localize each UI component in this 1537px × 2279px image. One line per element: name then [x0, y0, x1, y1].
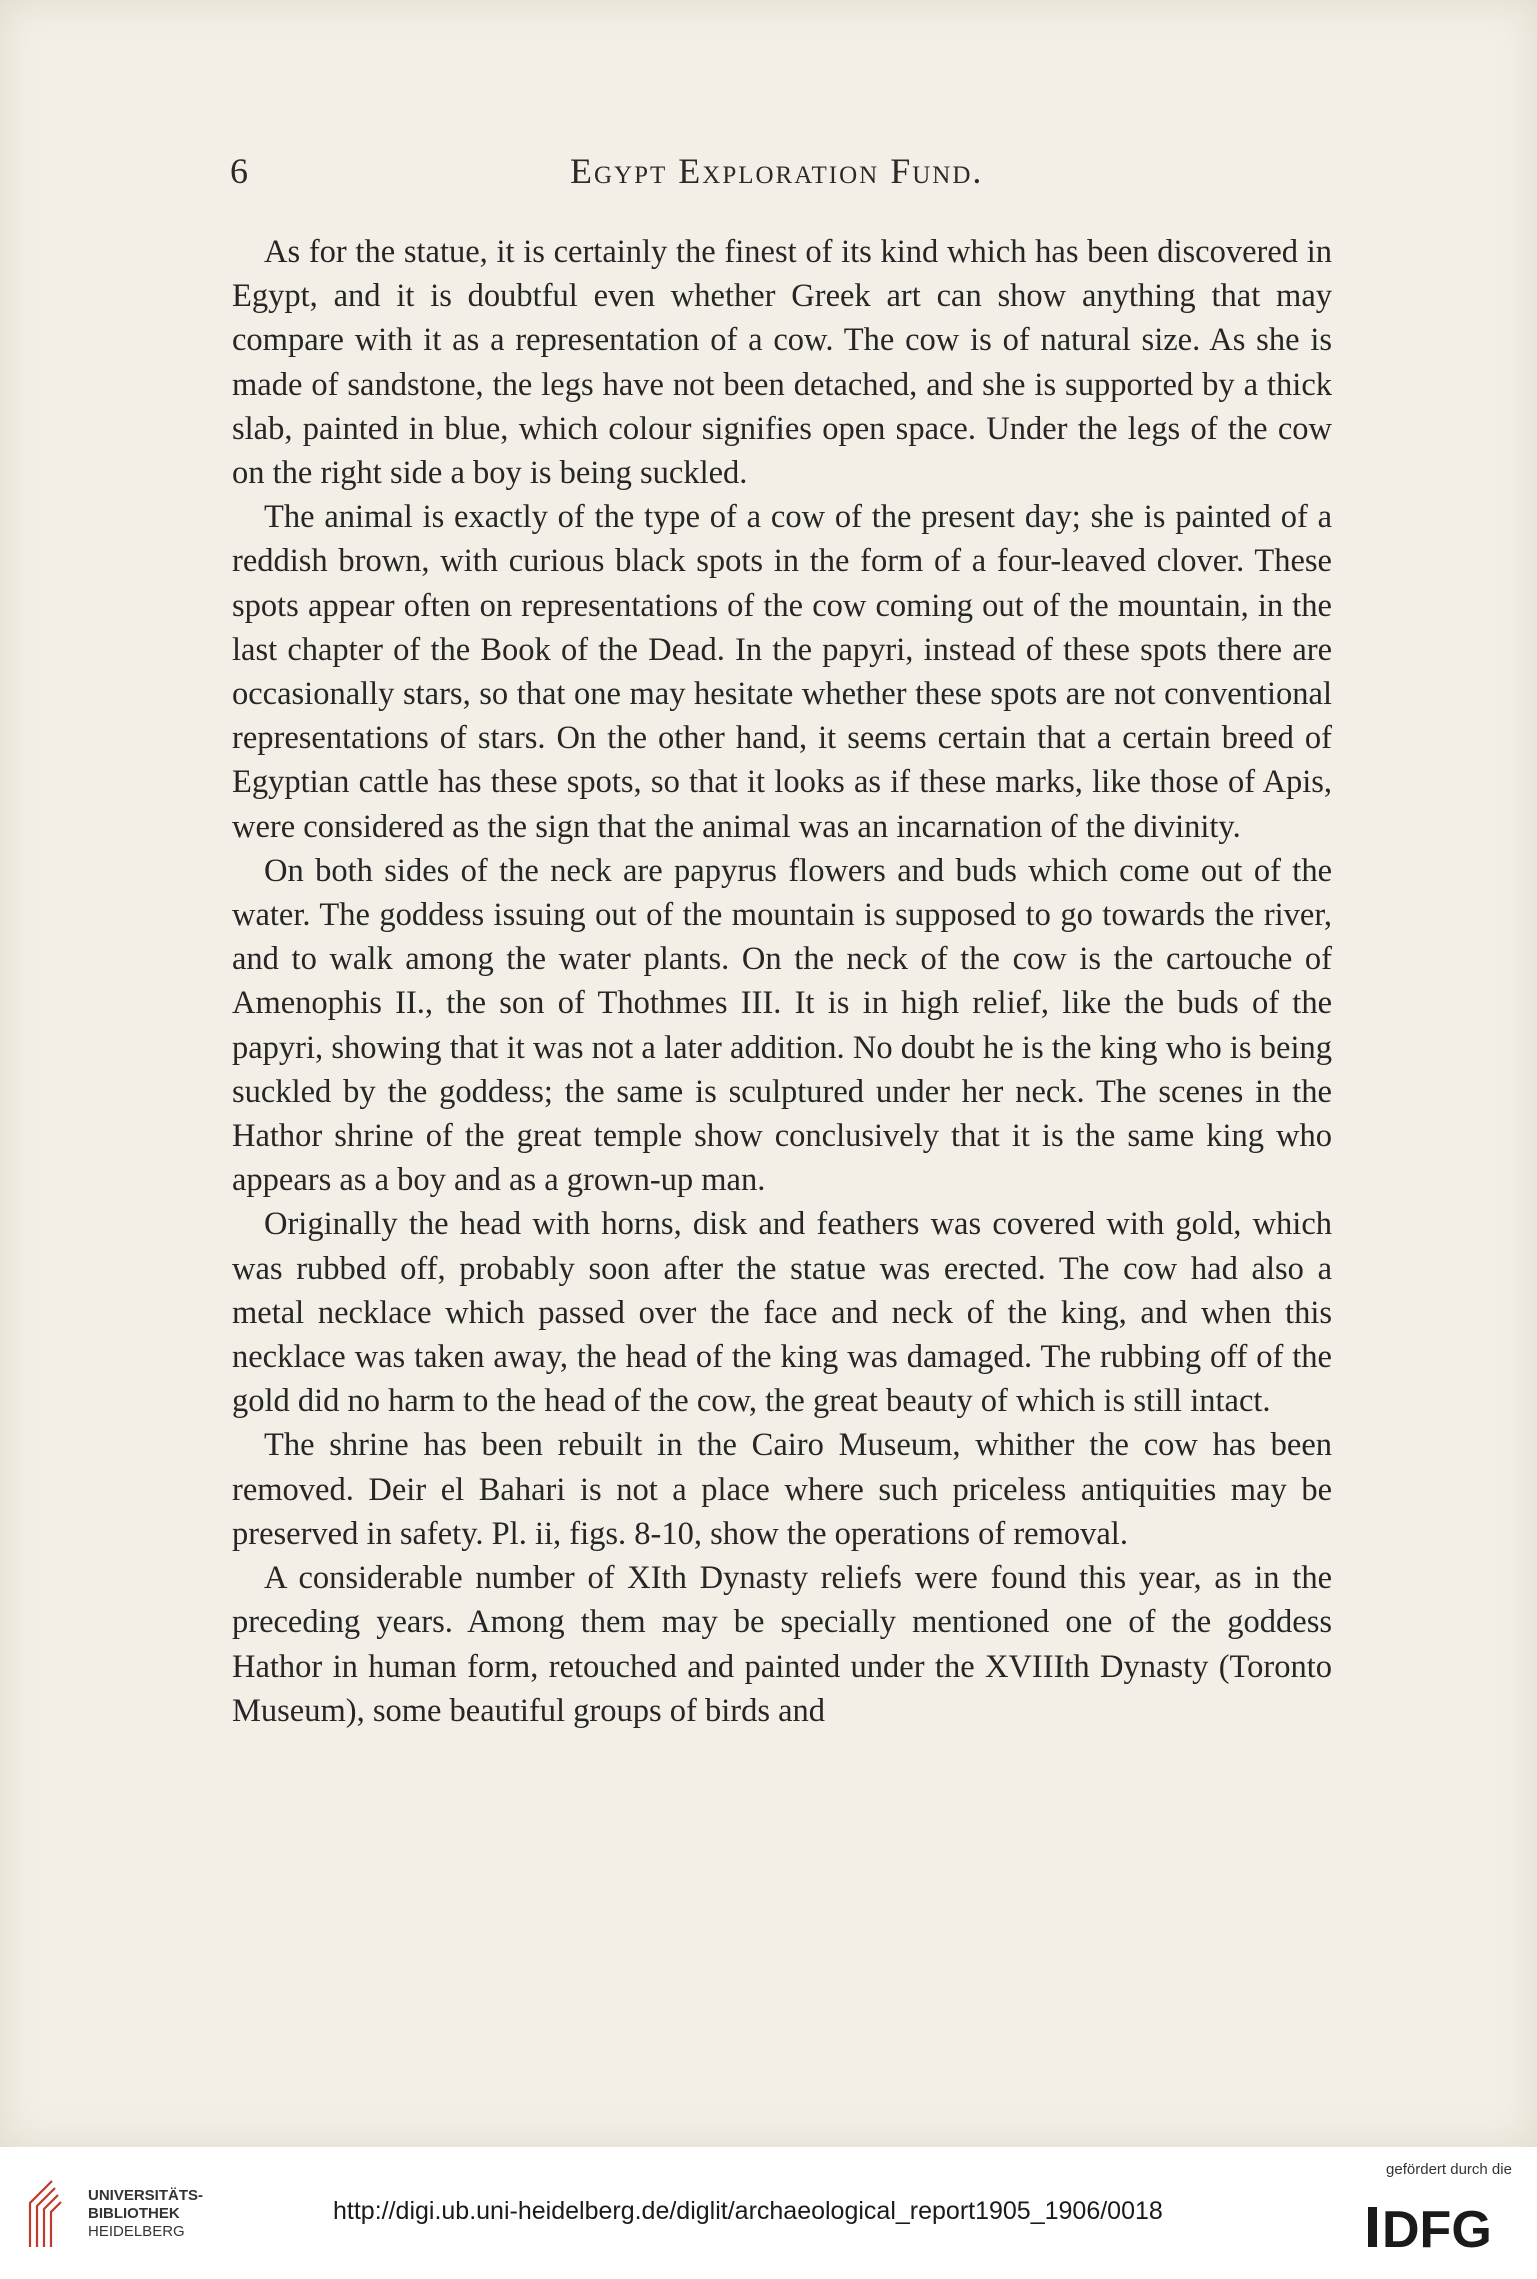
library-name-line: UNIVERSITÄTS- [88, 2187, 204, 2204]
paragraph: As for the statue, it is certainly the finest of its kind which has been discovered in Egypt, and it is doubtful even whether Greek art can show anything that may compare with it as a representation of a cow. The cow is of natural size. As she is made of sandstone, the legs have not been detached, and she is supported by a thick slab, painted in blue, which colour signifies open space. Under the legs of the cow on the right side a boy is being suckled. [232, 234, 1332, 492]
paragraph: Originally the head with horns, disk and feathers was covered with gold, which was rubbed off, probably soon after the statue was erected. The cow had also a metal necklace which passed over the face and neck of the king, and when this necklace was taken away, the head of the king was damaged. The rubbing off of the gold did no harm to the head of the cow, the great beauty of which is still intact. [232, 1206, 1332, 1420]
running-head [230, 150, 1330, 210]
paragraph: The animal is exactly of the type of a cow of the present day; she is painted of a reddish brown, with curious black spots in the form of a four-leaved clover. These spots appear often on representations of the cow coming out of the mountain, in the last chapter of the Book of the Dead. In the papyri, instead of these spots there are occasionally stars, so that one may hesitate whether these spots are not conventional representations of stars. On the other hand, it seems certain that a certain breed of Egyptian cattle has these spots, so that it looks as if these marks, like those of Apis, were considered as the sign that the animal was an incarnation of the divinity. [232, 499, 1332, 845]
running-title: Egypt Exploration Fund. [570, 151, 984, 191]
funding-caption: gefördert durch die [1386, 2161, 1512, 2178]
paragraph: The shrine has been rebuilt in the Cairo Museum, whither the cow has been removed. Deir el Bahari is not a place where such priceless antiquities may be preserved in safety. Pl. ii, figs. 8-10, show the operations of removal. [232, 1427, 1332, 1552]
library-name-line: HEIDELBERG [88, 2223, 185, 2240]
paragraph: A considerable number of XIth Dynasty reliefs were found this year, as in the preceding years. Among them may be specially mentioned one of the goddess Hathor in human form, retouched and painted under the XVIIIth Dynasty (Toronto Museum), some beautiful groups of birds and [232, 1560, 1332, 1729]
footer-bar [0, 2147, 1537, 2279]
library-name [88, 2187, 203, 2241]
body-text [232, 230, 1332, 1733]
dfg-logo-text: DFG [1382, 2201, 1492, 2257]
paragraph: On both sides of the neck are papyrus flowers and buds which come out of the water. The goddess issuing out of the mountain is supposed to go towards the river, and to walk among the water plants. On the neck of the cow is the cartouche of Amenophis II., the son of Thothmes III. It is in high relief, like the buds of the papyri, showing that it was not a later addition. No doubt he is the king who is being suckled by the goddess; the same is sculptured under her neck. The scenes in the Hathor shrine of the great temple show conclusively that it is the same king who appears as a boy and as a grown-up man. [232, 852, 1332, 1199]
page-number: 6 [230, 151, 248, 191]
dfg-logo-icon [1368, 2197, 1528, 2257]
library-name-line: BIBLIOTHEK [88, 2205, 180, 2222]
permalink-url[interactable]: http://digi.ub.uni-heidelberg.de/diglit/archaeological_report1905_1906/0018 [333, 2197, 1163, 2225]
ub-heidelberg-logo-icon [26, 2177, 74, 2249]
